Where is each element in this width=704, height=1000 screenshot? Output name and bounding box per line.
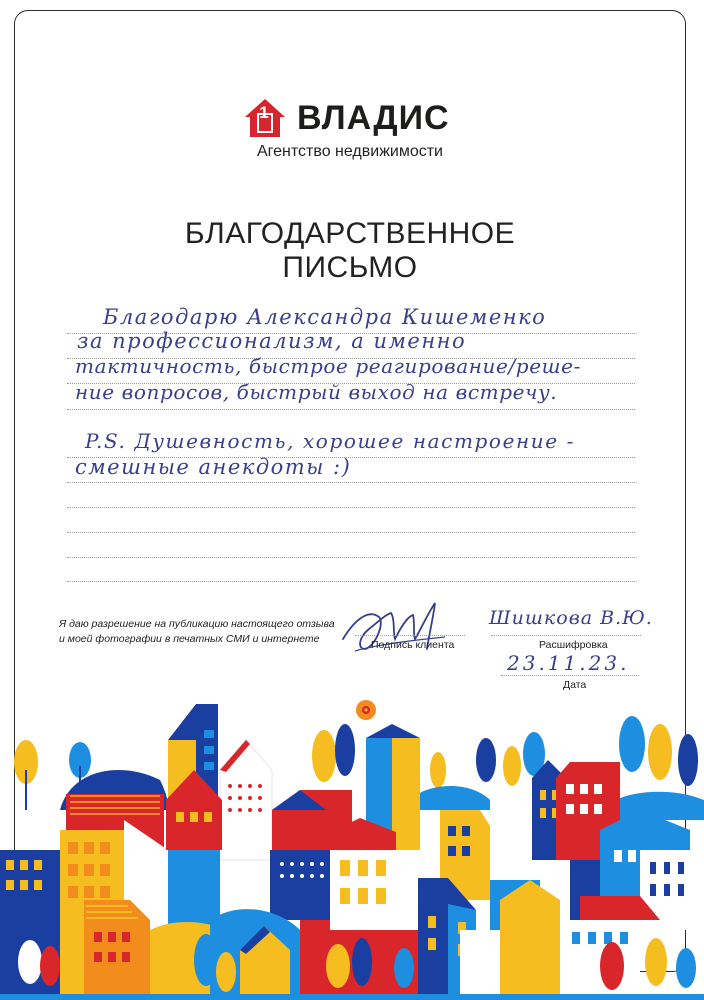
tree-icon	[600, 942, 624, 990]
decoding-value: Шишкова В.Ю.	[489, 607, 653, 629]
building	[84, 900, 150, 1000]
building	[500, 880, 560, 1000]
tree-icon	[312, 730, 336, 782]
title-line-1: БЛАГОДАРСТВЕННОЕ	[184, 217, 516, 250]
tree-icon	[476, 738, 496, 782]
date-line	[501, 675, 639, 676]
handwritten-line-6: смешные анекдоты :)	[75, 455, 352, 479]
tree-icon	[394, 948, 414, 988]
tree-icon	[645, 938, 667, 986]
title-line-2: ПИСЬМО	[282, 251, 418, 284]
tree-icon	[648, 724, 672, 780]
ruled-line	[67, 482, 635, 483]
handwritten-line-4: ние вопросов, быстрый выход на встречу.	[75, 380, 558, 404]
tree-icon	[216, 952, 236, 992]
tree-icon	[619, 716, 645, 772]
brand-name: ВЛАДИС	[297, 99, 450, 137]
tree-icon	[676, 948, 696, 988]
signature-line	[355, 635, 465, 636]
page-title	[15, 217, 685, 285]
logo-digit: 1	[259, 103, 269, 122]
date-label: Дата	[563, 679, 587, 691]
city-illustration	[0, 700, 704, 1000]
handwritten-line-5: P.S. Душевность, хорошее настроение -	[85, 429, 576, 453]
handwritten-line-2: за профессионализм, а именно	[77, 329, 467, 353]
tree-icon	[678, 734, 698, 786]
decoding-line	[491, 635, 641, 636]
building	[270, 850, 340, 920]
building	[220, 740, 272, 860]
signature-label: Подпись клиента	[371, 639, 455, 651]
ruled-line	[67, 581, 635, 582]
tree-icon	[194, 934, 218, 986]
ruled-line	[67, 409, 635, 410]
tree-icon	[40, 946, 60, 986]
ruled-line	[67, 532, 635, 533]
tree-icon	[430, 752, 446, 788]
tree-icon	[18, 940, 42, 984]
handwritten-line-1: Благодарю Александра Кишеменко	[103, 305, 547, 329]
ruled-line	[67, 557, 635, 558]
tree-icon	[352, 938, 372, 986]
consent-text	[59, 617, 335, 647]
handwritten-line-3: тактичность, быстрое реагирование/реше-	[75, 354, 581, 378]
tree-icon	[503, 746, 521, 786]
decoding-label: Расшифровка	[539, 639, 608, 651]
consent-line-1: Я даю разрешение на публикацию настоящего отзыва	[59, 618, 335, 630]
date-value: 23.11.23.	[507, 651, 630, 675]
consent-line-2: и моей фотографии в печатных СМИ и интернете	[59, 633, 320, 645]
ruled-line	[67, 507, 635, 508]
tree-icon	[326, 944, 350, 988]
brand-tagline: Агентство недвижимости	[257, 143, 443, 160]
tree-icon	[335, 724, 355, 776]
brand-logo	[243, 93, 450, 143]
